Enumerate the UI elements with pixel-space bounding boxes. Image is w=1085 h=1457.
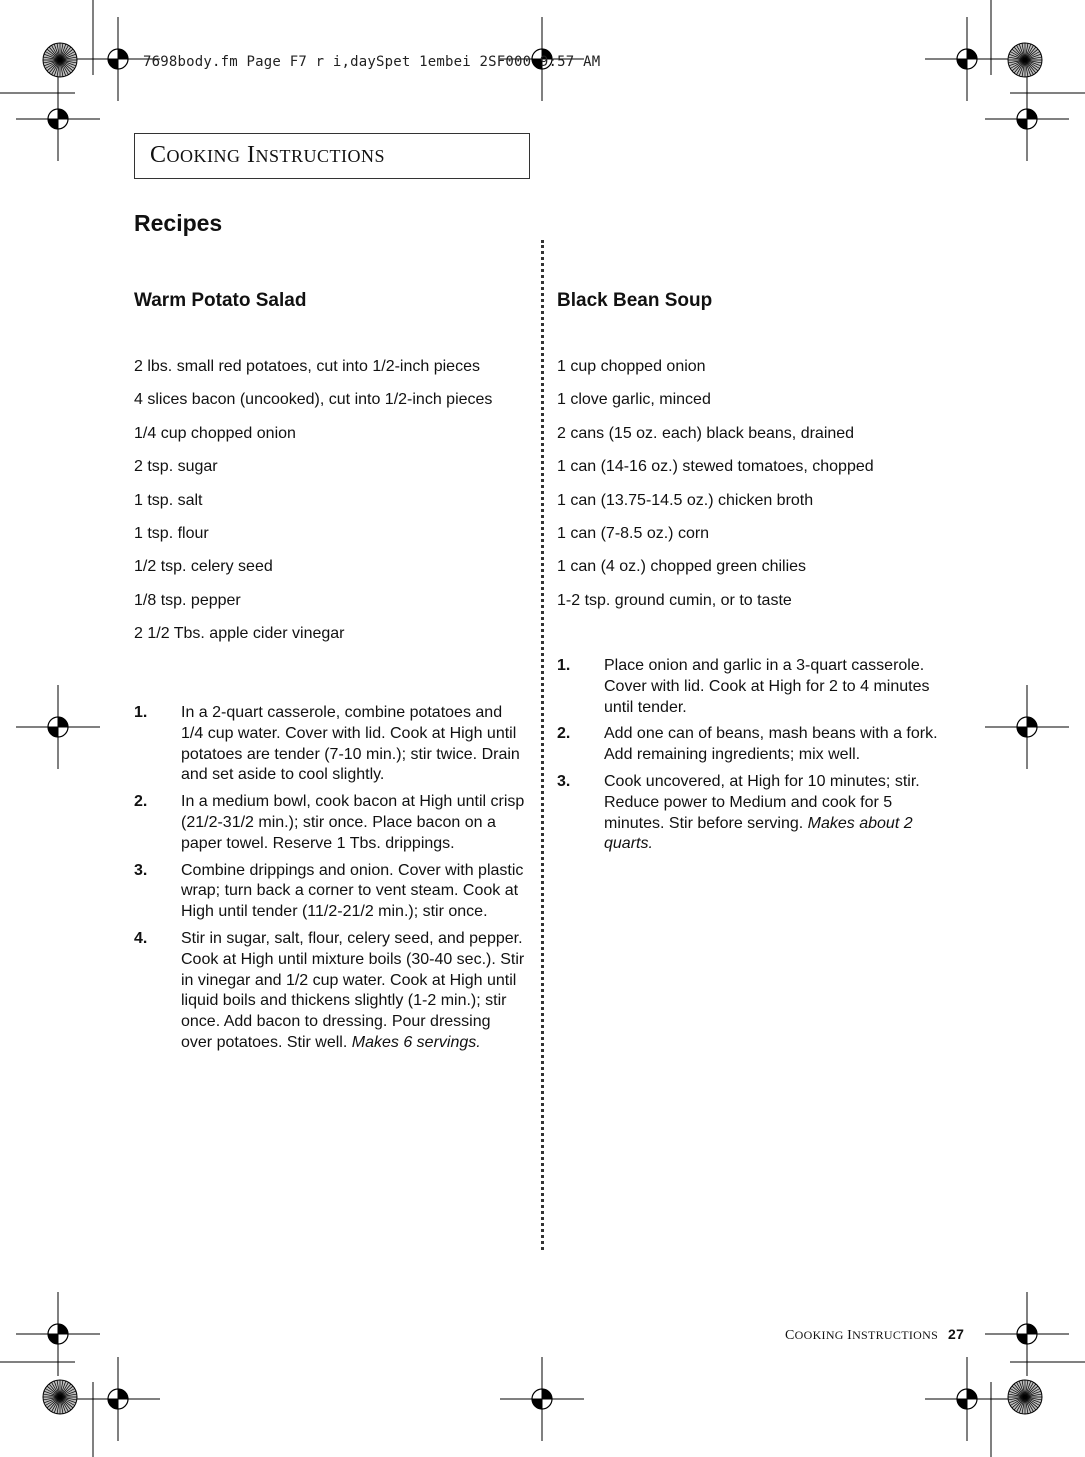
step-number: 2. — [557, 725, 571, 743]
recipe-step — [134, 703, 526, 786]
step-text — [181, 929, 526, 1054]
ingredient-item: 2 cans (15 oz. each) black beans, drained — [557, 424, 855, 442]
step-body: Add one can of beans, mash beans with a fork. Add remaining ingredients; mix well. — [604, 725, 938, 764]
steps-black-bean-soup — [557, 656, 947, 861]
page-heading: Recipes — [134, 210, 223, 236]
step-number: 1. — [134, 704, 148, 721]
ingredient-item: 1 tsp. salt — [134, 491, 203, 509]
crosshair-icon — [985, 77, 1069, 161]
ingredient-item: 1 cup chopped onion — [557, 358, 706, 375]
print-slug: 7698body.fm Page F7 r i,daySpet 1embei 2SF000 9:57 AM — [143, 54, 601, 70]
step-text — [604, 772, 947, 855]
step-number: 3. — [134, 861, 148, 879]
step-number: 2. — [134, 793, 148, 811]
ingredient-item: 1 can (14-16 oz.) stewed tomatoes, chopped — [557, 458, 874, 476]
recipe-step — [557, 656, 947, 718]
step-text — [181, 792, 526, 854]
running-footer: COOKING INSTRUCTIONS 27 — [785, 1326, 965, 1343]
recipe-title-black-bean-soup: Black Bean Soup — [557, 290, 713, 311]
step-body: In a medium bowl, cook bacon at High until crisp (21/2-31/2 min.); stir once. Place bacon on a paper towel. Reserve 1 Tbs. drippings. — [181, 793, 525, 852]
ingredient-item: 1/8 tsp. pepper — [134, 591, 241, 609]
ingredient-item: 1 can (4 oz.) chopped green chilies — [557, 558, 807, 576]
starburst-icon — [1008, 43, 1042, 77]
page-number: 27 — [948, 1326, 965, 1342]
crosshair-icon — [985, 685, 1069, 769]
step-body: Combine drippings and onion. Cover with plastic wrap; turn back a corner to vent steam. Cook at High until tender (11/2-21/2 min.); stir once. — [181, 861, 524, 921]
crosshair-icon — [985, 1292, 1069, 1376]
starburst-icon — [43, 1380, 77, 1414]
recipe-step — [557, 724, 947, 766]
starburst-icon — [43, 43, 77, 77]
recipe-step — [557, 772, 947, 855]
yield-note: Makes about 2 quarts. — [604, 814, 913, 853]
ingredient-item: 1 can (7-8.5 oz.) corn — [557, 525, 710, 543]
crosshair-icon — [925, 17, 1009, 101]
ingredient-item: 1 can (13.75-14.5 oz.) chicken broth — [557, 491, 814, 509]
ingredient-item: 2 1/2 Tbs. apple cider vinegar — [134, 625, 345, 643]
ingredient-list-potato-salad — [134, 350, 529, 651]
step-text — [604, 724, 947, 766]
step-text — [181, 703, 526, 786]
crosshair-icon — [925, 1357, 1009, 1441]
ingredient-item: 2 lbs. small red potatoes, cut into 1/2-inch pieces — [134, 358, 480, 375]
yield-note: Makes 6 servings. — [351, 1033, 481, 1051]
step-number: 4. — [134, 929, 148, 947]
recipe-step — [134, 792, 526, 854]
section-title-box — [134, 133, 530, 179]
step-body: Cook uncovered, at High for 10 minutes; stir. Reduce power to Medium and cook for 5 minutes. Stir before serving. — [604, 772, 920, 832]
step-text — [181, 861, 526, 923]
ingredient-item: 1/4 cup chopped onion — [134, 424, 296, 442]
ingredient-item: 2 tsp. sugar — [134, 458, 218, 476]
section-title: COOKING INSTRUCTIONS — [150, 142, 386, 168]
crosshair-icon — [500, 1357, 584, 1441]
ingredient-item: 1/2 tsp. celery seed — [134, 558, 273, 576]
ingredient-item: 1 tsp. flour — [134, 525, 209, 543]
step-body: Place onion and garlic in a 3-quart casserole. Cover with lid. Cook at High for 2 to 4 minutes until tender. — [604, 657, 930, 716]
ingredient-list-black-bean-soup — [557, 350, 957, 617]
crosshair-icon — [16, 685, 100, 769]
column-divider — [541, 240, 544, 1250]
step-body: Stir in sugar, salt, flour, celery seed, and pepper. Cook at High until mixture boils (30-40 sec.). Stir in vinegar and 1/2 cup water. Cook at High until liquid boils and thickens slightly (1-2 min.); stir once. Add bacon to dressing. Pour dressing over potatoes. Stir well. — [181, 929, 525, 1051]
step-body: In a 2-quart casserole, combine potatoes and 1/4 cup water. Cover with lid. Cook at High until potatoes are tender (7-10 min.); stir twice. Drain and set aside to cool slightly. — [181, 704, 520, 784]
ingredient-item: 4 slices bacon (uncooked), cut into 1/2-inch pieces — [134, 391, 493, 409]
ingredient-item: 1 clove garlic, minced — [557, 391, 711, 409]
recipe-step — [134, 929, 526, 1054]
crosshair-icon — [16, 77, 100, 161]
recipe-title-potato-salad: Warm Potato Salad — [134, 290, 307, 311]
starburst-icon — [1008, 1380, 1042, 1414]
steps-potato-salad — [134, 703, 526, 1060]
recipe-step — [134, 861, 526, 923]
step-number: 1. — [557, 657, 571, 674]
step-number: 3. — [557, 772, 571, 790]
crosshair-icon — [16, 1292, 100, 1376]
ingredient-item: 1-2 tsp. ground cumin, or to taste — [557, 591, 792, 609]
crosshair-icon — [76, 1357, 160, 1441]
step-text — [604, 656, 947, 718]
